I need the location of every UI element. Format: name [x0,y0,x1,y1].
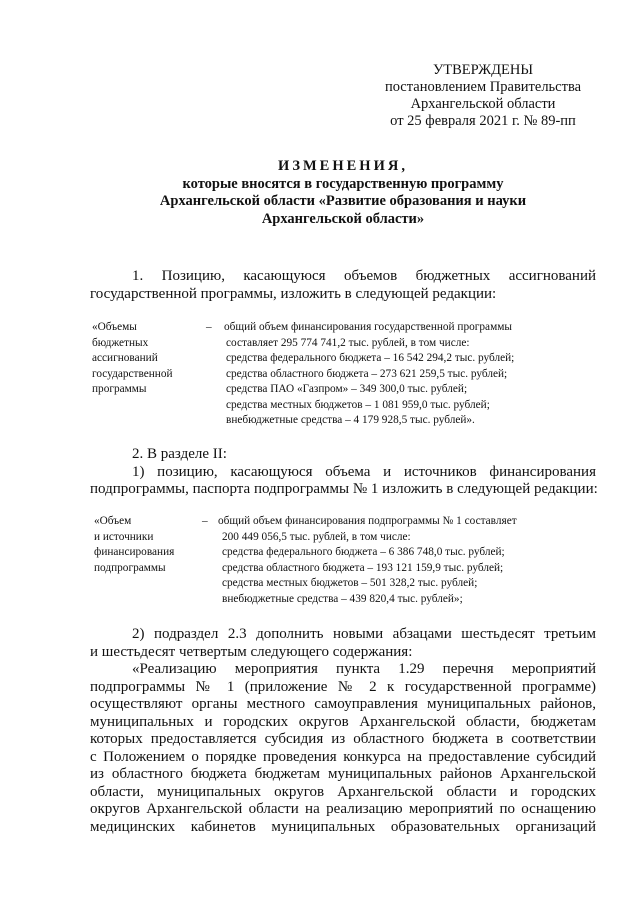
paragraph-line: муниципальных и городских округов Архангельской области, бюджетам [90,713,596,730]
table-value-line: внебюджетные средства – 4 179 928,5 тыс. рублей». [226,414,475,426]
budget-table-2 [94,514,594,614]
paragraph-line: и шестьдесят четвертым следующего содержания: [90,643,413,660]
paragraph-line: округов Архангельской области на реализацию мероприятий по оснащению [90,801,596,817]
paragraph-line: 1) позицию, касающуюся объема и источников финансирования [132,463,596,480]
table-value-line: 200 449 056,5 тыс. рублей, в том числе: [222,530,411,543]
table-label-line: подпрограммы [94,561,166,574]
approval-line: постановлением Правительства [384,79,582,95]
paragraph-line: подпрограммы № 1 (приложение № 2 к государственной программе) [90,678,596,695]
table-label-line: финансирования [94,546,175,558]
table-label-line: программы [92,383,147,395]
approval-line: УТВЕРЖДЕНЫ [432,62,534,78]
table-label-line: государственной [92,367,173,380]
table-value-line: внебюджетные средства – 439 820,4 тыс. рублей»; [222,592,463,605]
table-label-line: и источники [94,530,154,543]
table-dash: – [206,321,212,333]
table-dash: – [202,515,208,527]
table-value-line: составляет 295 774 741,2 тыс. рублей, в том числе: [226,336,470,349]
table-value-line: средства областного бюджета – 193 121 159,9 тыс. рублей; [222,561,504,574]
table-label-line: ассигнований [92,352,158,364]
table-label [94,514,204,576]
table-values [218,514,517,607]
document-title [90,158,596,228]
paragraph-line: медицинских кабинетов муниципальных образовательных организаций [90,818,596,835]
approval-stamp [378,62,588,130]
paragraph-line: области, муниципальных округов Архангельской области и городских [90,783,596,800]
paragraph-3 [90,626,596,836]
table-label-line: «Объемы [92,321,137,333]
table-value-line: общий объем финансирования государственной программы [224,321,512,333]
table-label-line: «Объем [94,515,132,527]
table-value-line: средства федерального бюджета – 6 386 748,0 тыс. рублей; [222,546,505,558]
paragraph-line: 2) подраздел 2.3 дополнить новыми абзацами шестьдесят третьим [132,626,596,642]
table-label [92,320,202,398]
table-values [224,320,514,429]
title-line: Архангельской области» [261,210,425,227]
paragraph-line: подпрограммы, паспорта подпрограммы № 1 изложить в следующей редакции: [90,481,598,497]
paragraph-line: 2. В разделе II: [132,446,227,462]
paragraph-line: с Положением о порядке проведения конкурса на предоставление субсидий [90,748,596,765]
paragraph-line: 1. Позицию, касающуюся объемов бюджетных ассигнований [132,268,596,284]
table-value-line: средства ПАО «Газпром» – 349 300,0 тыс. рублей; [226,383,468,395]
table-value-line: средства местных бюджетов – 501 328,2 тыс. рублей; [222,577,478,589]
table-value-line: общий объем финансирования подпрограммы № 1 составляет [218,515,517,527]
paragraph-line: из областного бюджета бюджетам муниципальных районов Архангельской [90,766,596,782]
table-value-line: средства местных бюджетов – 1 081 959,0 тыс. рублей; [226,398,490,411]
paragraph-1 [90,268,596,303]
title-line: которые вносятся в государственную программу [182,175,504,192]
title-heading: ИЗМЕНЕНИЯ, [278,158,408,174]
paragraph-line: которых предоставляется субсидия из областного бюджета в соответствии [90,731,596,747]
table-value-line: средства федерального бюджета – 16 542 294,2 тыс. рублей; [226,352,515,364]
table-value-line: средства областного бюджета – 273 621 259,5 тыс. рублей; [226,367,508,380]
table-label-line: бюджетных [92,336,149,349]
approval-line: от 25 февраля 2021 г. № 89-пп [390,113,576,129]
paragraph-line: государственной программы, изложить в следующей редакции: [90,285,497,302]
paragraph-2 [90,446,596,499]
paragraph-line: осуществляют органы местного самоуправления муниципальных районов, [90,696,596,712]
approval-line: Архангельской области [410,96,556,112]
budget-table-1 [92,320,592,440]
paragraph-line: «Реализацию мероприятия пункта 1.29 перечня мероприятий [132,661,596,677]
title-line: Архангельской области «Развитие образования и науки [159,193,527,209]
